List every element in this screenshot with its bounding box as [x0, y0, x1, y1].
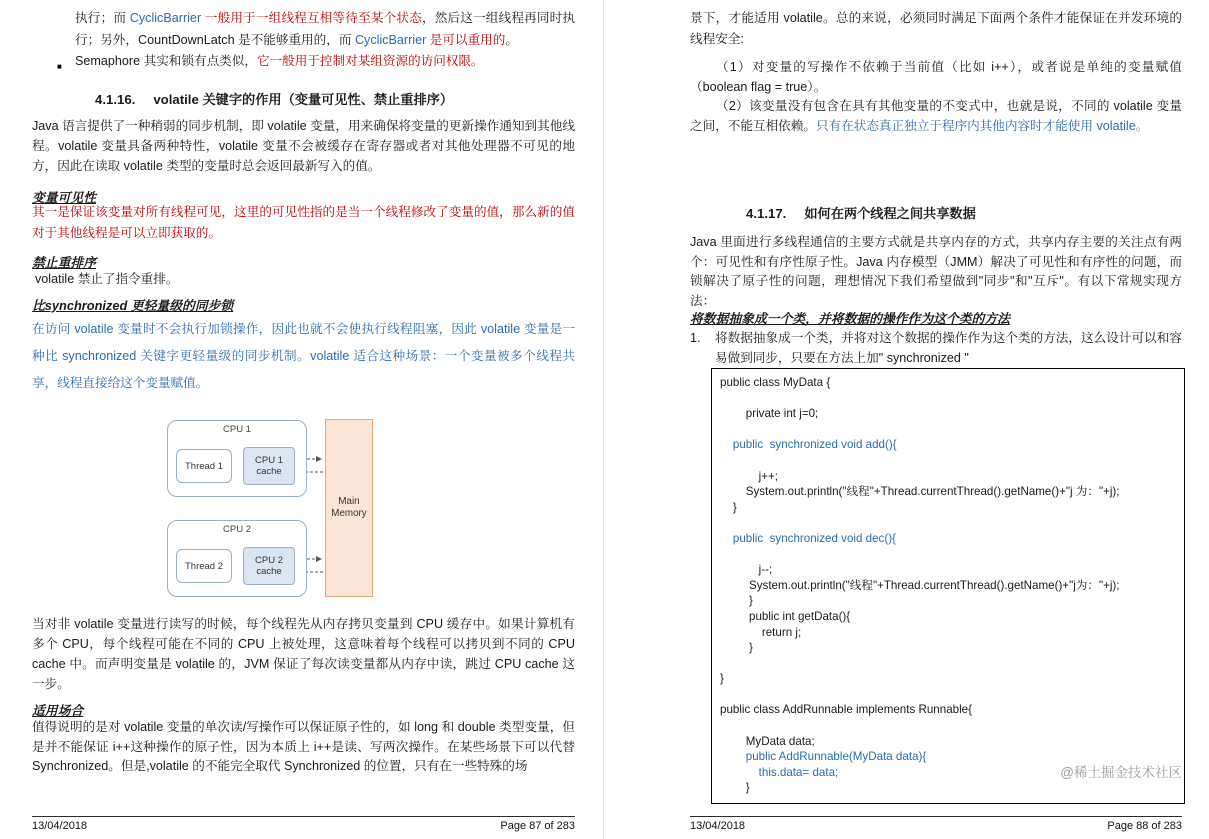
subheading-no-reorder: 禁止重排序 [32, 255, 96, 270]
code-line [720, 718, 1176, 734]
footer-divider [32, 816, 575, 817]
code-block-mydata [711, 368, 1185, 804]
page-footer [32, 820, 575, 832]
code-line [720, 391, 1176, 407]
text-segment: 只有在状态真正独立于程序内其他内容时才能使用 volatile。 [815, 119, 1149, 133]
paragraph-visibility: 其一是保证该变量对所有线程可见，这里的可见性指的是当一个线程修改了变量的值，那么新的值对于其他线程是可以立即获取的。 [32, 205, 575, 240]
footer-page-number: Page 87 of 283 [500, 820, 575, 832]
code-line: } [720, 641, 753, 655]
code-line: return j; [720, 625, 802, 639]
paragraph-cpu-cache: 当对非 volatile 变量进行读写的时候，每个线程先从内存拷贝变量到 CPU 缓存中。如果计算机有多个 CPU，每个线程可能在不同的 CPU 上被处理，这意味着每个线程可以拷贝到不同的 CPU cache 中。而声明变量是 volatile 的，JVM 保证了每次读变量都从内存中读，跳过 CPU cache 这一步。 [32, 617, 575, 691]
main-memory-box: Main Memory [325, 419, 373, 597]
section-number: 4.1.17. [746, 206, 787, 221]
paragraph [75, 11, 575, 47]
cpu1-cache-box: CPU 1 cache [243, 447, 295, 485]
paragraph-shared-memory: Java 里面进行多线程通信的主要方式就是共享内存的方式，共享内存主要的关注点有两个：可见性和有序性原子性。Java 内存模型（JMM）解决了可见性和有序性的问题，而锁解决了原子性的问题，理想情况下我们希望做到"同步"和"互斥"。有以下常规实现方法： [690, 235, 1182, 308]
paragraph-condition-1: （1）对变量的写操作不依赖于当前值（比如 i++），或者说是单纯的变量赋值（boolean flag = true）。 [690, 60, 1182, 94]
text-segment: CyclicBarrier [354, 32, 427, 47]
text-segment: 。 [505, 32, 518, 47]
code-line: } [720, 594, 753, 608]
paragraph-volatile-intro: Java 语言提供了一种稍弱的同步机制，即 volatile 变量，用来确保将变量的更新操作通知到其他线程。volatile 变量具备两种特性，volatile 变量不会被缓存在寄存器或者对其他处理器不可见的地方，因此在读取 volatile 类型的变量时总会返回最新写入的值。 [32, 119, 575, 173]
footer-date: 13/04/2018 [690, 820, 746, 832]
code-line: public synchronized void dec(){ [720, 531, 896, 545]
text-segment: Semaphore 其实和锁有点类似， [75, 54, 257, 68]
document-page-left [0, 0, 604, 839]
code-line: j--; [720, 563, 773, 577]
code-line: private int j=0; [720, 407, 819, 421]
code-line [720, 422, 1176, 438]
subheading-abstract-class-method: 将数据抽象成一个类，并将数据的操作作为这个类的方法 [690, 311, 1010, 326]
document-page-right [605, 0, 1209, 839]
footer-divider [690, 816, 1182, 817]
code-line: System.out.println("线程"+Thread.currentThread().getName()+"j为："+j); [720, 578, 1120, 592]
section-heading-4-1-17 [746, 203, 976, 222]
paragraph-usage: 值得说明的是对 volatile 变量的单次读/写操作可以保证原子性的，如 long 和 double 类型变量，但是并不能保证 i++这种操作的原子性，因为本质上 i++是读、写两次操作。在某些场景下可以代替 Synchronized。但是,volatile 的不能完全取代 Synchronized 的位置，只有在一些特殊的场 [32, 720, 575, 773]
watermark: @稀土掘金技术社区 [1060, 765, 1182, 780]
section-title: volatile 关键字的作用（变量可见性、禁止重排序） [153, 92, 454, 107]
page-footer [690, 820, 1182, 832]
subheading-usage: 适用场合 [32, 703, 84, 718]
cpu2-cache-box: CPU 2 cache [243, 547, 295, 585]
code-line: } [720, 672, 724, 686]
cpu-memory-diagram [160, 412, 380, 607]
code-line: this.data= data; [720, 765, 839, 779]
text-segment: （2）该变量没有包含在具有其他变量的不变式中，也就是说，不同的 volatile 变量之间，不能互相依赖。 [690, 99, 1182, 133]
code-line: } [720, 500, 737, 514]
section-heading-4-1-16 [95, 89, 453, 108]
code-line: public synchronized void add(){ [720, 438, 897, 452]
footer-date: 13/04/2018 [32, 820, 88, 832]
code-line: public class MyData { [720, 376, 831, 389]
text-segment: CyclicBarrier [129, 11, 202, 25]
code-line [720, 687, 1176, 703]
list-text: 将数据抽象成一个类，并将对这个数据的操作作为这个类的方法，这么设计可以和容易做到同步，只要在方法上加" synchronized " [715, 331, 1182, 365]
paragraph-lightweight: 在访问 volatile 变量时不会执行加锁操作，因此也就不会使执行线程阻塞，因此 volatile 变量是一种比 synchronized 关键字更轻量级的同步机制。volatile 适合这种场景：一个变量被多个线程共享，线程直接给这个变量赋值。 [32, 322, 575, 390]
paragraph-reorder: volatile 禁止了指令重排。 [35, 272, 179, 286]
text-segment: ，然后这一组线程再同时执行；另外，CountDownLatch 是不能够重用的，而 [75, 11, 576, 47]
paragraph [75, 54, 484, 68]
code-line: MyData data; [720, 734, 815, 748]
text-segment: 执行；而 [75, 11, 130, 25]
code-line [720, 453, 1176, 469]
section-title: 如何在两个线程之间共享数据 [804, 206, 976, 221]
bullet-item-semaphore [57, 51, 575, 73]
numbered-list-item-1 [690, 328, 1182, 368]
code-line: System.out.println("线程"+Thread.currentThread().getName()+"j 为："+j); [720, 485, 1120, 499]
subheading-lightweight-lock: 比synchronized 更轻量级的同步锁 [32, 298, 234, 313]
code-line: public class AddRunnable implements Runnable{ [720, 703, 972, 717]
bullet-square-icon: ■ [57, 62, 62, 71]
code-line [720, 515, 1176, 531]
paragraph-volatile-continued: 景下，才能适用 volatile。总的来说，必须同时满足下面两个条件才能保证在并发环境的线程安全: [690, 11, 1182, 46]
text-segment: 它一般用于控制对某组资源的访问权限。 [256, 54, 484, 68]
bullet-list [57, 8, 575, 73]
code-line [720, 656, 1176, 672]
code-line: public AddRunnable(MyData data){ [720, 750, 927, 764]
paragraph-condition-2 [690, 96, 1182, 136]
code-line: public int getData(){ [720, 609, 851, 623]
code-line: j++; [720, 469, 778, 483]
thread2-box: Thread 2 [176, 549, 232, 583]
code-line [720, 547, 1176, 563]
section-number: 4.1.16. [95, 92, 136, 107]
cpu2-label: CPU 2 [223, 524, 251, 535]
footer-page-number: Page 88 of 283 [1107, 820, 1182, 832]
code-line: } [720, 781, 750, 795]
text-segment: 是可以重用的 [426, 32, 506, 47]
subheading-variable-visibility: 变量可见性 [32, 190, 96, 205]
thread1-box: Thread 1 [176, 449, 232, 483]
cpu1-label: CPU 1 [223, 424, 251, 435]
list-number: 1. [690, 331, 701, 345]
text-segment: 一般用于一组线程互相等待至某个状态 [201, 11, 422, 25]
bullet-item-cyclicbarrier [57, 8, 575, 51]
